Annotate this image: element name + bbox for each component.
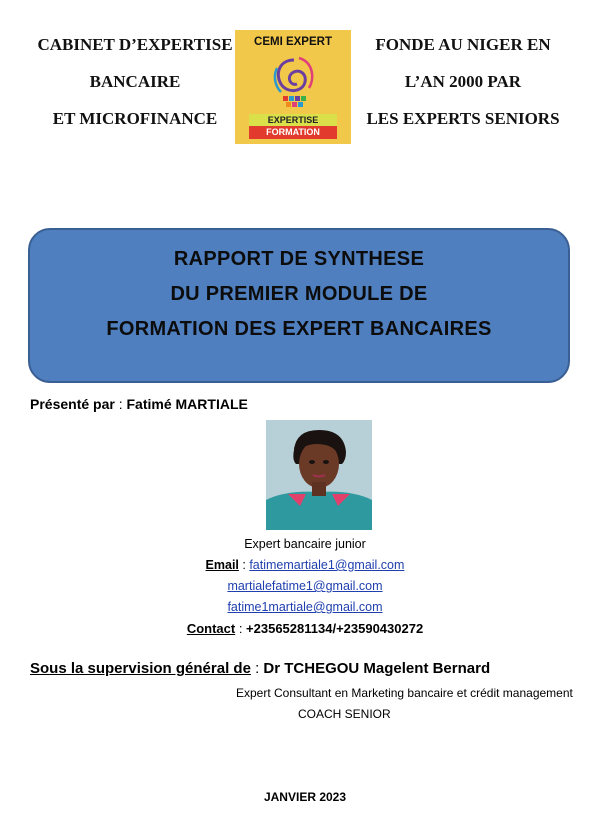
header-right-line: LES EXPERTS SENIORS — [366, 109, 560, 128]
email-label: Email — [205, 558, 239, 572]
banner-title-line: DU PREMIER MODULE DE — [170, 283, 428, 305]
email-link[interactable]: fatime1martiale@gmail.com — [227, 600, 383, 614]
supervision-label: Sous la supervision général de — [30, 660, 251, 677]
email-line: Email : fatimemartiale1@gmail.com — [205, 558, 405, 572]
cemi-expert-logo — [235, 30, 351, 144]
banner-title-line: FORMATION DES EXPERT BANCAIRES — [106, 318, 492, 340]
presenter-photo — [266, 420, 372, 530]
report-date: JANVIER 2023 — [263, 790, 347, 804]
header-right-line: FONDE AU NIGER EN — [375, 35, 551, 54]
header-left-text — [30, 26, 240, 137]
contact-value: +23565281134/+23590430272 — [246, 621, 424, 636]
contact-label: Contact — [186, 621, 236, 636]
email-link[interactable]: martialefatime1@gmail.com — [227, 579, 383, 593]
header-right-line: L’AN 2000 PAR — [404, 72, 522, 91]
logo-ribbon-bottom: FORMATION — [249, 126, 337, 139]
presenter-role: Expert bancaire junior — [244, 537, 366, 551]
presented-by — [30, 396, 248, 412]
supervision-separator: : — [250, 660, 264, 677]
supervisor-role: COACH SENIOR — [298, 707, 391, 721]
supervisor-name: Dr TCHEGOU Magelent Bernard — [263, 660, 491, 677]
email-line — [150, 579, 460, 593]
portrait-image — [266, 420, 372, 530]
contact-line: Contact : +23565281134/+23590430272 — [186, 621, 424, 636]
supervisor-title: Expert Consultant en Marketing bancaire et crédit management — [236, 686, 573, 700]
header-right-text — [358, 26, 568, 137]
header-left-line: CABINET D’EXPERTISE — [37, 35, 233, 54]
email-link[interactable]: fatimemartiale1@gmail.com — [249, 558, 405, 572]
logo-ribbon-top: EXPERTISE — [249, 114, 337, 126]
supervision-line — [30, 660, 490, 677]
presented-by-label: Présenté par — [30, 396, 115, 412]
presenter-name: Fatimé MARTIALE — [126, 396, 248, 412]
email-line — [150, 600, 460, 614]
header-left-line: BANCAIRE — [89, 72, 181, 91]
presented-by-separator: : — [114, 396, 127, 412]
logo-title: CEMI EXPERT — [254, 36, 332, 48]
banner-title-line: RAPPORT DE SYNTHESE — [173, 248, 425, 270]
report-title-banner — [28, 228, 570, 383]
logo-swirl-icon — [269, 54, 319, 112]
header-left-line: ET MICROFINANCE — [52, 109, 218, 128]
logo-ribbon — [249, 114, 337, 140]
